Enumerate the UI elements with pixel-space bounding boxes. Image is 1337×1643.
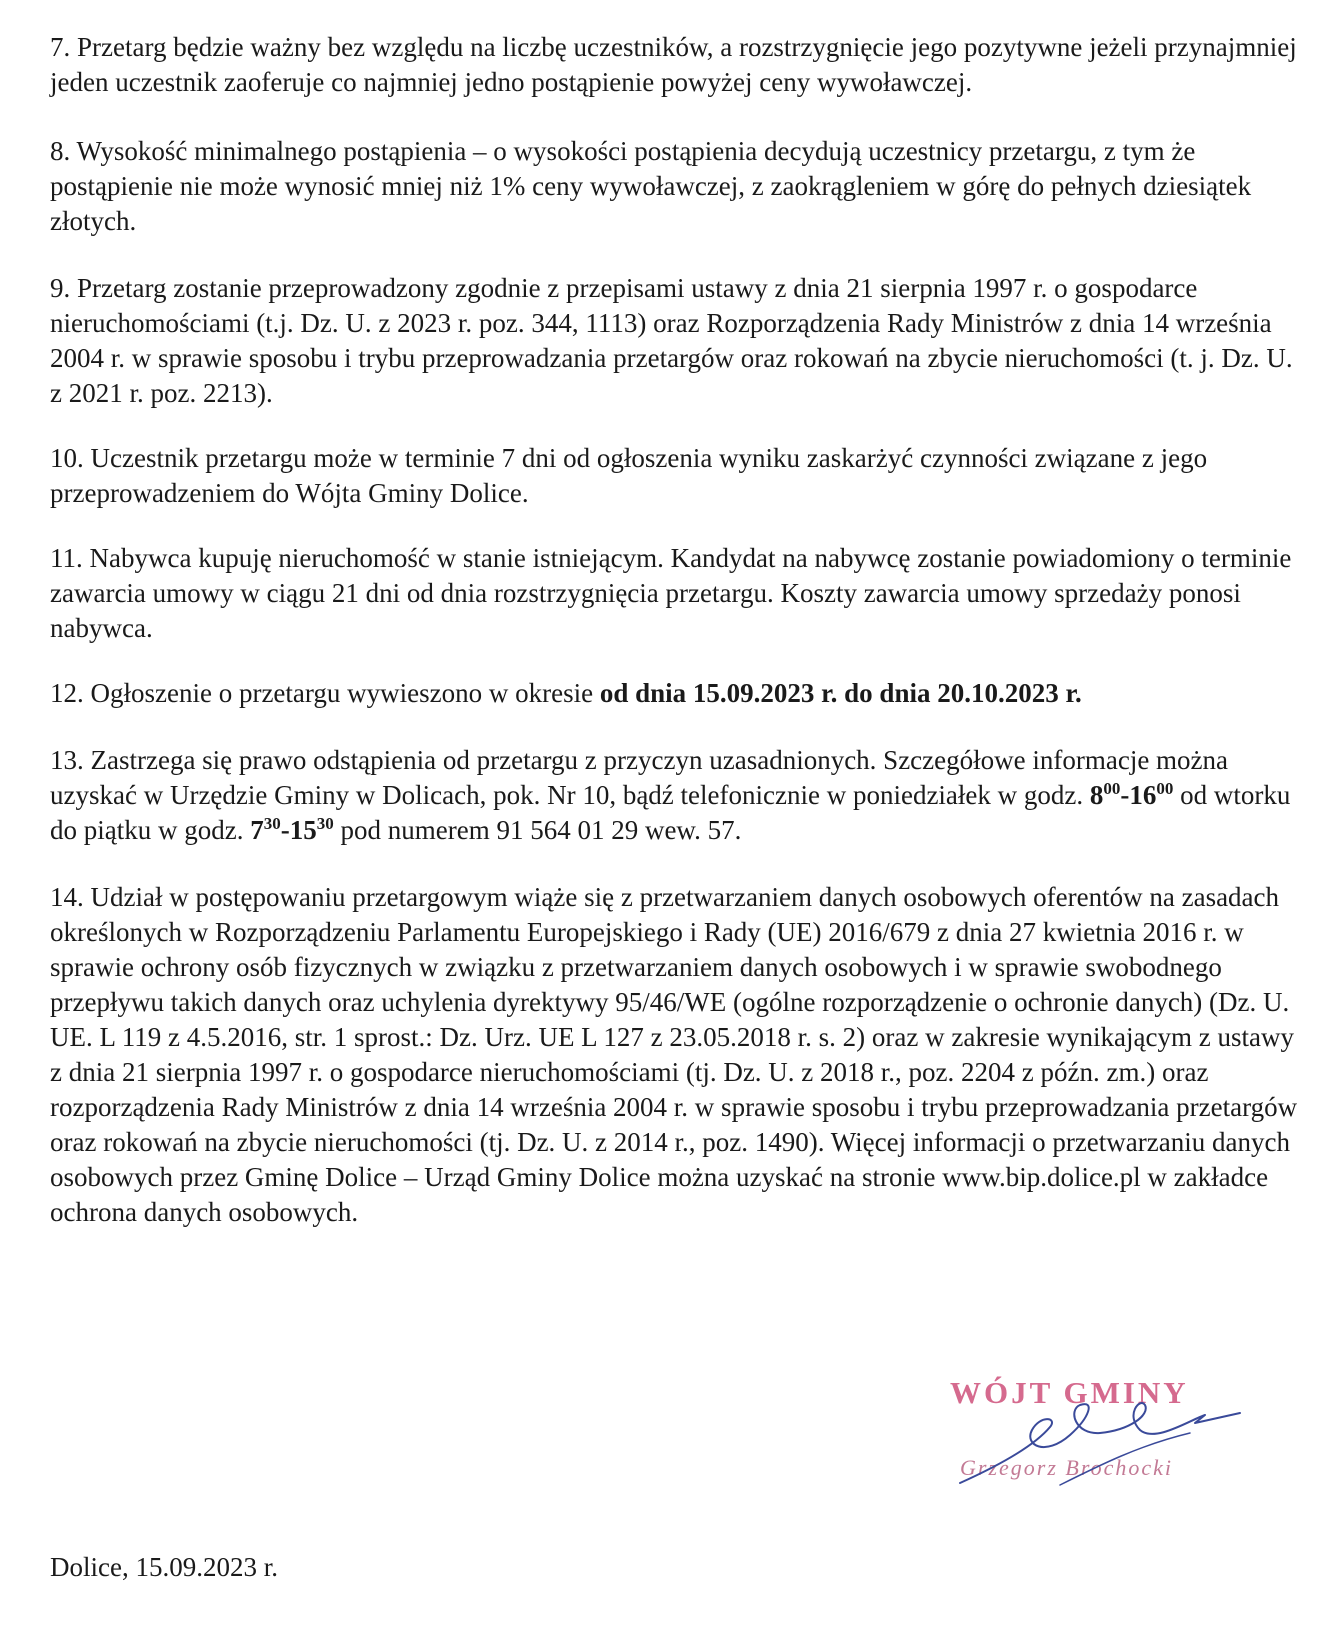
paragraph-13-text-c: pod numerem 91 564 01 29 wew. 57. xyxy=(333,815,742,845)
paragraph-12 xyxy=(50,676,1300,711)
official-stamp xyxy=(940,1375,1270,1495)
hours-tue-fri-end-min: 30 xyxy=(316,814,334,833)
paragraph-9: 9. Przetarg zostanie przeprowadzony zgodnie z przepisami ustawy z dnia 21 sierpnia 1997 r. o gospodarce nieruchomościami (t.j. Dz. U. z 2023 r. poz. 344, 1113) oraz Rozporządzenia Rady Ministrów z dnia 14 września 2004 r. w sprawie sposobu i trybu przeprowadzania przetargów oraz rokowań na zbycie nieruchomości (t. j. Dz. U. z 2021 r. poz. 2213). xyxy=(50,273,1293,408)
hours-mon-start: 8 xyxy=(1089,780,1104,810)
hours-mon-start-min: 00 xyxy=(1103,779,1121,798)
paragraph-13-text-b: od wtorku do piątku w godz. xyxy=(50,780,1291,845)
paragraph-12-text: 12. Ogłoszenie o przetargu wywieszono w okresie xyxy=(50,678,600,708)
hours-mon-end-min: 00 xyxy=(1156,779,1174,798)
paragraph-7: 7. Przetarg będzie ważny bez względu na liczbę uczestników, a rozstrzygnięcie jego pozytywne jeżeli przynajmniej jeden uczestnik zaoferuje co najmniej jedno postąpienie powyżej ceny wywoławczej. xyxy=(50,32,1297,97)
paragraph-13 xyxy=(50,743,1300,848)
hours-tue-fri-start-min: 30 xyxy=(263,814,281,833)
stamp-name: Grzegorz Brochocki xyxy=(960,1455,1173,1480)
paragraph-12-dates: od dnia 15.09.2023 r. do dnia 20.10.2023 r. xyxy=(599,678,1082,708)
paragraph-13-text-a: 13. Zastrzega się prawo odstąpienia od przetargu z przyczyn uzasadnionych. Szczegółowe informacje można uzyskać w Urzędzie Gminy w Dolicach, pok. Nr 10, bądź telefonicznie w poniedziałek w godz. xyxy=(50,745,1229,810)
hours-mon-end: -16 xyxy=(1120,780,1157,810)
paragraph-14: 14. Udział w postępowaniu przetargowym wiąże się z przetwarzaniem danych osobowych oferentów na zasadach określonych w Rozporządzeniu Parlamentu Europejskiego i Rady (UE) 2016/679 z dnia 27 kwietnia 2016 r. w sprawie ochrony osób fizycznych w związku z przetwarzaniem danych osobowych i w sprawie swobodnego przepływu takich danych oraz uchylenia dyrektywy 95/46/WE (ogólne rozporządzenie o ochronie danych) (Dz. U. UE. L 119 z 4.5.2016, str. 1 sprost.: Dz. Urz. UE L 127 z 23.05.2018 r. s. 2) oraz w zakresie wynikającym z ustawy z dnia 21 sierpnia 1997 r. o gospodarce nieruchomościami (tj. Dz. U. z 2018 r., poz. 2204 z późn. zm.) oraz rozporządzenia Rady Ministrów z dnia 14 września 2004 r. w sprawie sposobu i trybu przeprowadzania przetargów oraz rokowań na zbycie nieruchomości (tj. Dz. U. z 2014 r., poz. 1490). Więcej informacji o przetwarzaniu danych osobowych przez Gminę Dolice – Urząd Gminy Dolice można uzyskać na stronie www.bip.dolice.pl w zakładce ochrona danych osobowych. xyxy=(50,882,1298,1227)
place-and-date: Dolice, 15.09.2023 r. xyxy=(50,1552,278,1582)
stamp-title: WÓJT GMINY xyxy=(950,1375,1189,1410)
hours-tue-fri-end: -15 xyxy=(280,815,317,845)
paragraph-11: 11. Nabywca kupuję nieruchomość w stanie istniejącym. Kandydat na nabywcę zostanie powiadomiony o terminie zawarcia umowy w ciągu 21 dni od dnia rozstrzygnięcia przetargu. Koszty zawarcia umowy sprzedaży ponosi nabywca. xyxy=(50,543,1292,643)
paragraph-8: 8. Wysokość minimalnego postąpienia – o wysokości postąpienia decydują uczestnicy przetargu, z tym że postąpienie nie może wynosić mniej niż 1% ceny wywoławczej, z zaokrągleniem w górę do pełnych dziesiątek złotych. xyxy=(50,136,1252,236)
hours-tue-fri-start: 7 xyxy=(250,815,264,845)
handwritten-signature xyxy=(940,1375,1270,1495)
paragraph-10: 10. Uczestnik przetargu może w terminie 7 dni od ogłoszenia wyniku zaskarżyć czynności związane z jego przeprowadzeniem do Wójta Gminy Dolice. xyxy=(50,443,1208,508)
